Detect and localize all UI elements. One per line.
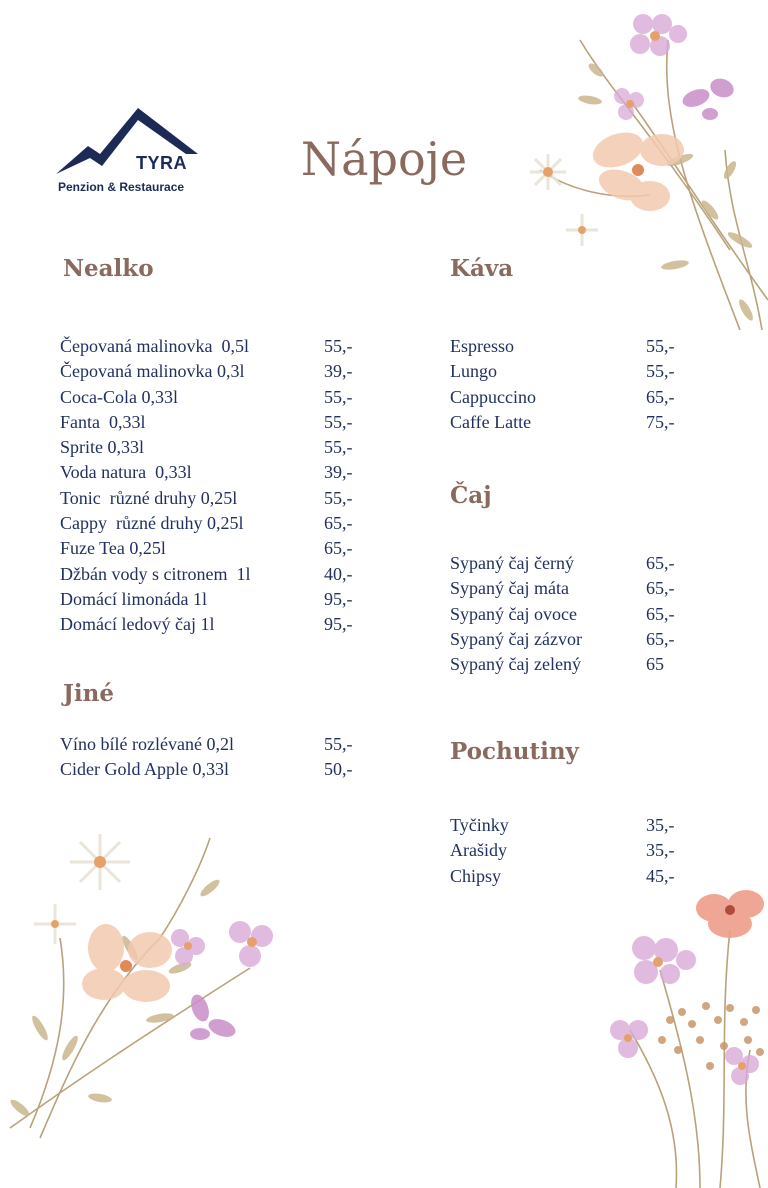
menu-list-pochutiny: [450, 815, 700, 891]
menu-item-price: 95,-: [324, 614, 353, 635]
menu-item: [450, 840, 700, 865]
menu-item: [450, 336, 700, 361]
menu-item-price: 39,-: [324, 361, 353, 382]
menu-item-price: 65,-: [324, 538, 353, 559]
menu-item: [60, 412, 380, 437]
menu-list-nealko: [60, 336, 380, 640]
logo-name: TYRA: [136, 153, 187, 173]
menu-item: [60, 336, 380, 361]
menu-item: [60, 538, 380, 563]
menu-item-price: 65,-: [646, 553, 675, 573]
menu-item: [450, 553, 700, 578]
menu-item: [450, 361, 700, 386]
menu-item-name: Fuze Tea 0,25l: [60, 538, 166, 559]
floral-decoration-bottom-left: [0, 828, 300, 1148]
menu-item-name: Caffe Latte: [450, 411, 532, 432]
menu-item: [60, 488, 380, 513]
menu-item-price: 65,-: [324, 513, 353, 534]
menu-item-price: 65,-: [646, 386, 675, 407]
menu-item-name: Sypaný čaj ovoce: [450, 603, 577, 624]
menu-list-caj: [450, 553, 700, 679]
menu-item-name: Chipsy: [450, 865, 502, 886]
menu-item-name: Čepovaná malinovka 0,5l: [60, 336, 249, 356]
menu-item-name: Džbán vody s citronem 1l: [60, 563, 251, 584]
menu-item-name: Tonic různé druhy 0,25l: [60, 487, 238, 508]
menu-item: [450, 815, 700, 840]
menu-item: [60, 614, 380, 639]
menu-item: [60, 513, 380, 538]
menu-item-price: 55,-: [646, 336, 675, 356]
section-heading-nealko: Nealko: [63, 255, 154, 282]
menu-item-name: Domácí ledový čaj 1l: [60, 614, 215, 635]
menu-item-name: Domácí limonáda 1l: [60, 588, 207, 609]
section-heading-caj: Čaj: [450, 482, 492, 509]
menu-item-price: 50,-: [324, 759, 353, 780]
menu-item: [60, 759, 380, 784]
menu-item-price: 55,-: [324, 437, 353, 458]
menu-item-price: 39,-: [324, 462, 353, 483]
menu-item-name: Arašidy: [450, 840, 507, 861]
menu-item-price: 75,-: [646, 411, 675, 432]
menu-item-name: Lungo: [450, 361, 497, 382]
menu-item-price: 40,-: [324, 563, 353, 584]
menu-item: [450, 866, 700, 891]
menu-item-price: 55,-: [324, 411, 353, 432]
page-title: Nápoje: [300, 132, 468, 186]
menu-item-price: 55,-: [324, 386, 353, 407]
menu-item-price: 55,-: [324, 734, 353, 754]
floral-decoration-bottom-right: [600, 880, 768, 1188]
section-heading-jine: Jiné: [63, 680, 114, 707]
menu-item-name: Cappuccino: [450, 386, 536, 407]
menu-item: [450, 629, 700, 654]
menu-item: [60, 589, 380, 614]
menu-item-price: 65,-: [646, 628, 675, 649]
menu-item-name: Víno bílé rozlévané 0,2l: [60, 734, 234, 754]
menu-item-name: Coca-Cola 0,33l: [60, 386, 178, 407]
menu-item-name: Sypaný čaj máta: [450, 578, 569, 599]
menu-item-price: 35,-: [646, 815, 675, 835]
menu-item-price: 95,-: [324, 588, 353, 609]
menu-item-price: 65,-: [646, 603, 675, 624]
menu-item-name: Sypaný čaj černý: [450, 553, 574, 573]
menu-item-name: Tyčinky: [450, 815, 509, 835]
menu-item: [60, 387, 380, 412]
menu-item-name: Espresso: [450, 336, 514, 356]
menu-item: [450, 578, 700, 603]
menu-item-name: Sypaný čaj zelený: [450, 654, 581, 675]
menu-item: [60, 437, 380, 462]
menu-item-price: 55,-: [324, 487, 353, 508]
menu-item-name: Čepovaná malinovka 0,3l: [60, 361, 245, 382]
menu-item: [450, 412, 700, 437]
section-heading-kava: Káva: [450, 255, 514, 282]
menu-item-name: Sprite 0,33l: [60, 437, 144, 458]
menu-item: [450, 604, 700, 629]
menu-item-price: 55,-: [646, 361, 675, 382]
menu-item-name: Cider Gold Apple 0,33l: [60, 759, 229, 780]
menu-item-price: 65,-: [646, 578, 675, 599]
menu-item: [60, 361, 380, 386]
menu-item-price: 35,-: [646, 840, 675, 861]
menu-item: [60, 734, 380, 759]
menu-item-name: Cappy různé druhy 0,25l: [60, 513, 244, 534]
menu-item-name: Fanta 0,33l: [60, 411, 146, 432]
menu-list-kava: [450, 336, 700, 437]
menu-item-name: Sypaný čaj zázvor: [450, 628, 582, 649]
menu-item: [450, 387, 700, 412]
menu-item: [60, 462, 380, 487]
logo-subtitle: Penzion & Restaurace: [58, 180, 185, 194]
menu-item: [60, 564, 380, 589]
menu-item-price: 55,-: [324, 336, 353, 356]
menu-list-jine: [60, 734, 380, 785]
section-heading-pochutiny: Pochutiny: [450, 738, 579, 765]
menu-item-price: 65: [646, 654, 664, 675]
menu-item-name: Voda natura 0,33l: [60, 462, 192, 483]
menu-item-price: 45,-: [646, 865, 675, 886]
menu-item: [450, 654, 700, 679]
